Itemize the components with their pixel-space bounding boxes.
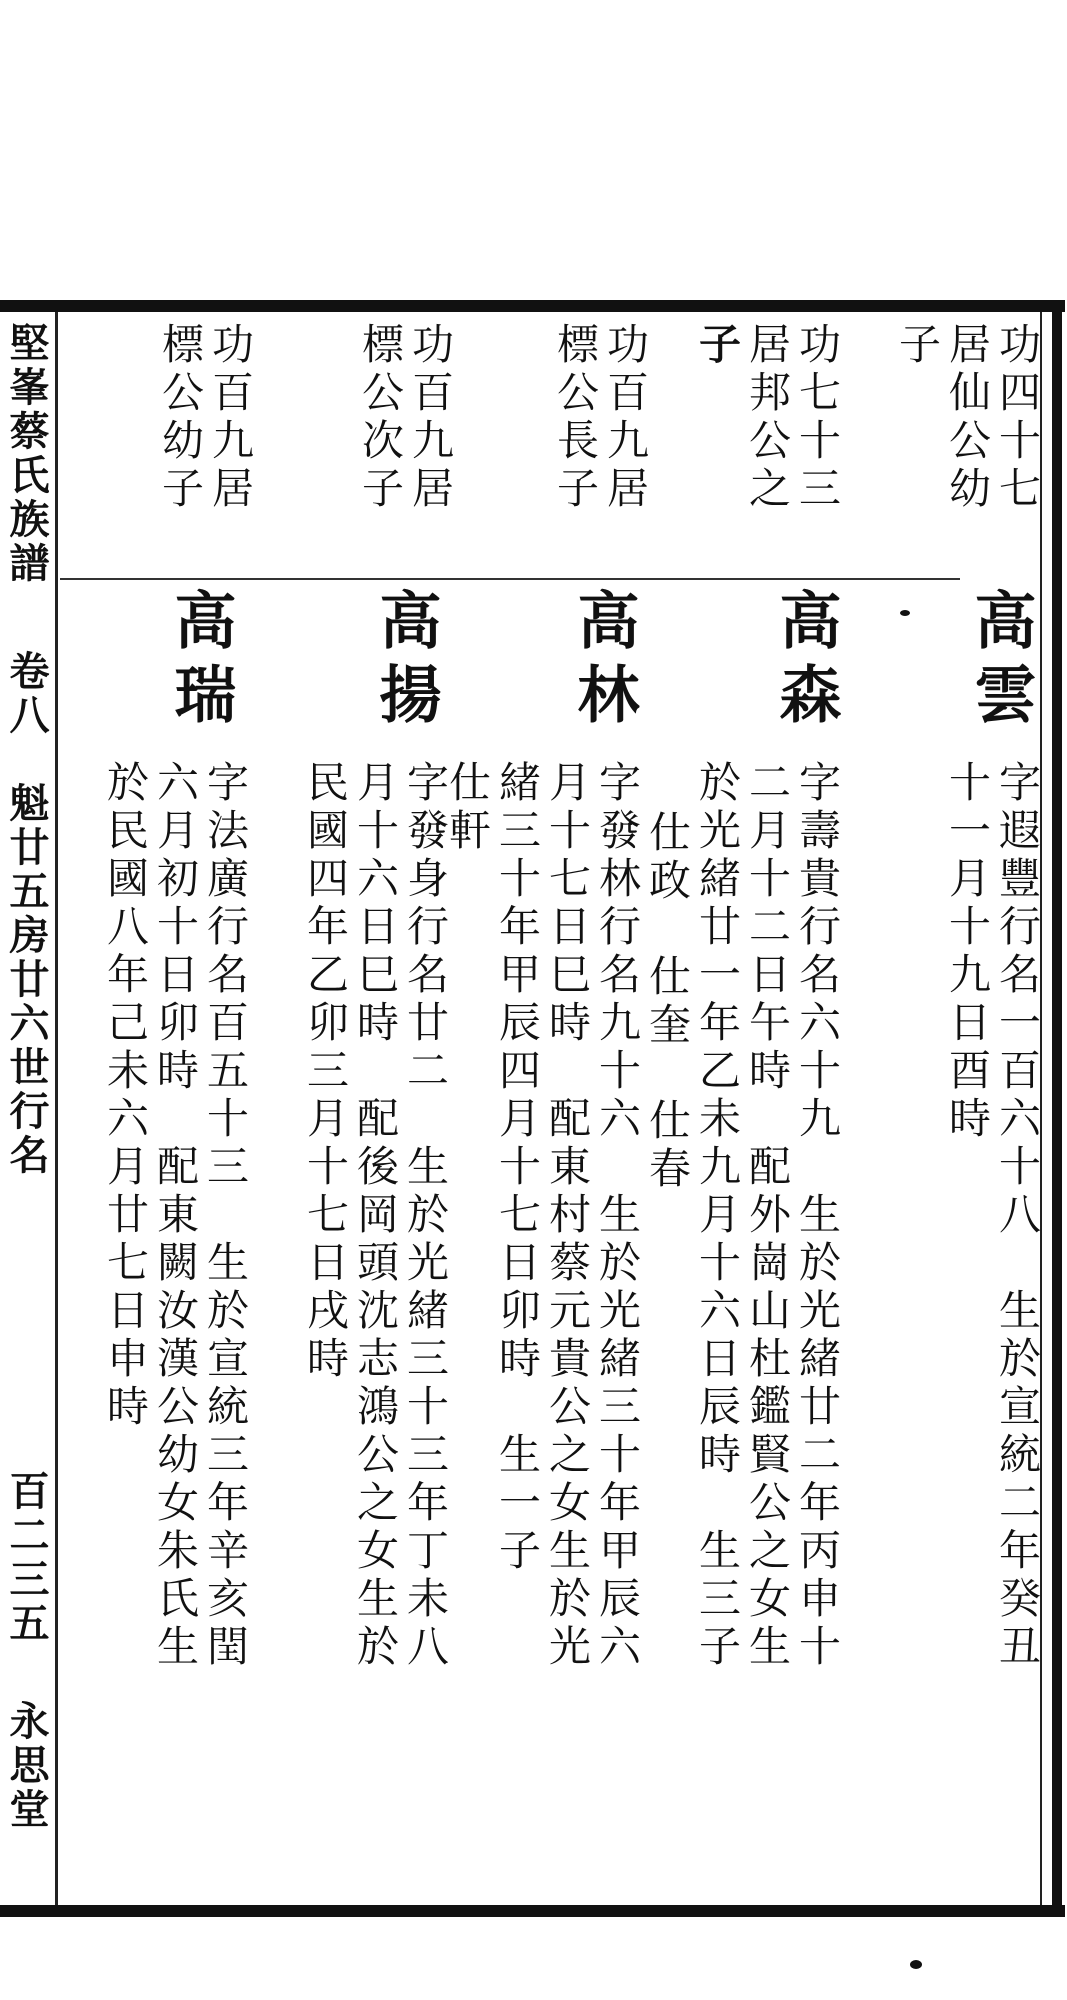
entry-line: 字法廣行名百五十三 生於宣統三年辛亥閏 xyxy=(201,760,250,1672)
page-border-bottom xyxy=(0,1905,1065,1917)
entry-line: 月十七日巳時 配東村蔡元貴公之女生於光 xyxy=(543,760,592,1672)
entry-name: 高林 xyxy=(567,588,640,736)
margin-page-number: 百二三五 xyxy=(3,1470,50,1646)
entry-line: 民國四年乙卯三月十七日戌時 xyxy=(301,760,350,1384)
upper-note-col10: 標公次子 xyxy=(356,322,405,514)
upper-note-col12: 標公幼子 xyxy=(156,322,205,514)
upper-note-col6: 子 xyxy=(693,322,742,370)
entry-line: 字發林行名九十六 生於光緒三十年甲辰六 xyxy=(593,760,642,1672)
entry-line: 六月初十日卯時 配東闕汝漢公幼女朱氏生 xyxy=(151,760,200,1672)
upper-note-col7: 功百九居 xyxy=(601,322,650,514)
entry-name: 高森 xyxy=(769,588,842,736)
entry-line: 字壽貴行名六十九 生於光緒廿二年丙申十 xyxy=(793,760,842,1672)
entry-line: 仕軒 xyxy=(443,760,492,856)
upper-note-col5: 居邦公之 xyxy=(743,322,792,514)
entry-line: 仕政 仕奎 仕春 xyxy=(643,810,692,1194)
page-border-top xyxy=(0,300,1065,312)
upper-note-col1: 功四十七 xyxy=(993,322,1042,514)
upper-note-col11: 功百九居 xyxy=(206,322,255,514)
entry-line: 於民國八年己未六月廿七日申時 xyxy=(101,760,150,1432)
entry-line: 字發身行名廿二 生於光緒三十三年丁未八 xyxy=(401,760,450,1672)
entry-line: 十一月十九日酉時 xyxy=(943,760,992,1144)
entry-name: 高雲 xyxy=(964,588,1037,736)
upper-note-col3: 子 xyxy=(893,322,942,370)
upper-note-col8: 標公長子 xyxy=(551,322,600,514)
register-divider xyxy=(60,578,960,580)
upper-note-col4: 功七十三 xyxy=(793,322,842,514)
upper-note-col2: 居仙公幼 xyxy=(943,322,992,514)
entry-name: 高瑞 xyxy=(164,588,237,736)
margin-divider xyxy=(55,312,58,1905)
ink-speck xyxy=(910,1960,922,1969)
entry-line: 於光緒廿一年乙未九月十六日辰時 生三子 xyxy=(693,760,742,1672)
entry-line: 字遐豐行名一百六十八 生於宣統二年癸丑 xyxy=(993,760,1042,1672)
entry-line: 緒三十年甲辰四月十七日卯時 生一子 xyxy=(493,760,542,1576)
entry-line: 二月十二日午時 配外崗山杜鑑賢公之女生 xyxy=(743,760,792,1672)
margin-hall-name: 永思堂 xyxy=(3,1700,50,1832)
margin-title: 堅峯蔡氏族譜 xyxy=(3,322,50,586)
margin-volume: 卷八 魁廿五房廿六世行名 xyxy=(3,650,50,1178)
upper-note-col9: 功百九居 xyxy=(406,322,455,514)
ink-speck xyxy=(900,610,910,616)
page-border-right xyxy=(1052,300,1062,1917)
entry-line: 月十六日巳時 配後岡頭沈志鴻公之女生於 xyxy=(351,760,400,1672)
entry-name: 高揚 xyxy=(369,588,442,736)
